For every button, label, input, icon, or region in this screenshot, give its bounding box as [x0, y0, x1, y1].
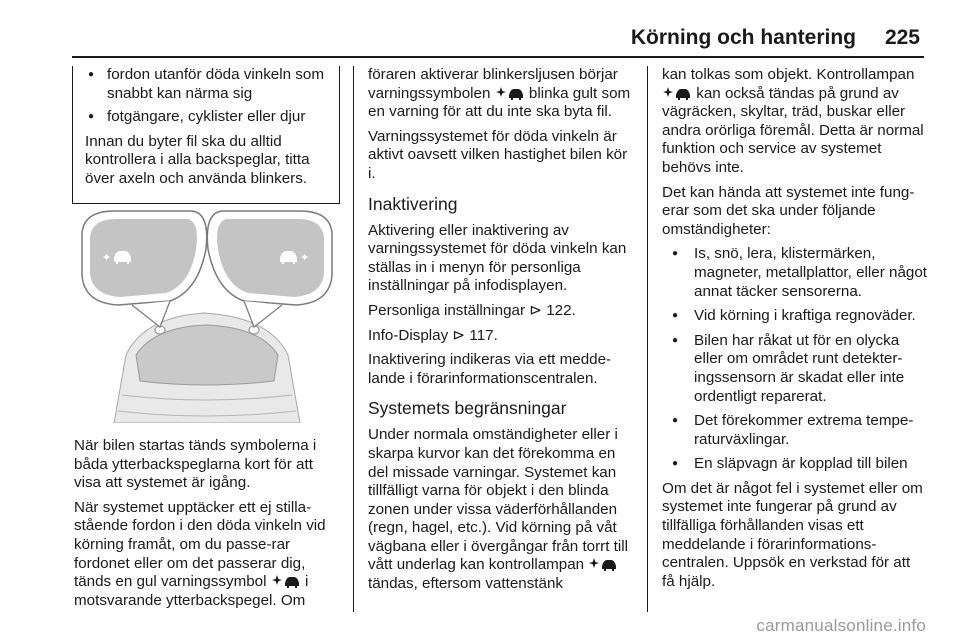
info-box [72, 66, 340, 204]
paragraph: Om det är något fel i systemet eller om systemet inte fungerar på grund av tillfälliga förhållanden visas ett meddelande i förarinformations-centralen. Uppsök en verkstad för att få hjälp. [662, 479, 923, 590]
box-note: Innan du byter fil ska du alltid kontrollera i alla backspeglar, titta över axeln och använda blinkers. [85, 132, 310, 187]
list-item: ● fordon utanför döda vinkeln som snabbt kan närma sig [85, 66, 329, 103]
blind-spot-warning-icon [271, 574, 301, 588]
column-2 [368, 66, 634, 600]
page-reference-icon: ⊳ [452, 326, 466, 344]
watermark: carmanualsonline.info [756, 616, 926, 635]
column-3 [662, 66, 927, 597]
list-item: ● Is, snö, lera, klistermärken, magneter, metallplattor, eller något annat täcker sensorerna. [662, 245, 927, 301]
list-item: ● En släpvagn är kopplad till bilen [662, 455, 927, 474]
page-reference-icon: ⊳ [529, 301, 542, 319]
paragraph: När systemet upptäcker ett ej stilla-stående fordon i den döda vinkeln vid körning framåt, om du passe-rar fordonet eller om det passerar dig, tänds en gul varningssymbol i motsvarande ytterbackspegel. Om [74, 498, 326, 609]
paragraph: Info-Display ⊳ 117. [368, 326, 498, 344]
column-1 [74, 66, 339, 204]
list-item: ● fotgängare, cyklister eller djur [85, 108, 329, 127]
page-reference-link[interactable]: 122. [546, 301, 576, 319]
blind-spot-warning-icon [495, 86, 525, 100]
paragraph: Inaktivering indikeras via ett medde-lande i förarinformationscentralen. [368, 351, 612, 387]
paragraph: kan tolkas som objekt. Kontrollampan kan också tändas på grund av vägräcken, skyltar, träd, buskar eller andra orörliga föremål. Detta är normal funktion och service av systemet behövs inte. [662, 66, 924, 176]
paragraph: När bilen startas tänds symbolerna i båda ytterbackspeglarna kort för att visa att systemet är igång. [74, 437, 317, 492]
section-heading: Inaktivering [368, 193, 458, 214]
blind-spot-warning-icon [662, 86, 692, 100]
list-item: ● Vid körning i kraftiga regnoväder. [662, 307, 927, 326]
svg-text:✦: ✦ [300, 251, 310, 264]
paragraph: Varningssystemet för döda vinkeln är aktivt oavsett vilken hastighet bilen kör i. [368, 127, 628, 182]
blind-spot-warning-icon [588, 557, 618, 571]
page-reference-link[interactable]: 117. [469, 326, 498, 344]
column-1-bottom [74, 437, 340, 616]
paragraph: Under normala omständigheter eller i skarpa kurvor kan det förekomma en del missade varningar. Systemet kan tillfälligt varna för objekt i den blinda zonen under vissa väderförhållanden (regn, hagel, etc.). Vid körning på våt vägbana eller i övergångar från torrt till vått underlag kan kontrollampan tändas, eftersom vattenstänk [368, 426, 629, 593]
page-number: 225 [884, 26, 920, 49]
page-header [0, 0, 960, 56]
column-divider [647, 66, 648, 612]
paragraph: Personliga inställningar ⊳ 122. [368, 301, 576, 319]
paragraph: Aktivering eller inaktivering av varningssystemet för döda vinkeln kan ställas in i menyn för personliga inställningar på infodisplayen. [368, 221, 627, 295]
section-heading: Systemets begränsningar [368, 398, 567, 419]
paragraph: föraren aktiverar blinkersljusen börjar varningssymbolen blinka gult som en varning för att du inte ska byta fil. [368, 66, 631, 121]
paragraph: Det kan hända att systemet inte fung-erar som det ska under följande omständigheter: [662, 183, 915, 238]
section-title: Körning och hantering [630, 26, 856, 49]
svg-text:✦: ✦ [102, 251, 112, 264]
header-rule [72, 56, 924, 58]
list-item: ● Bilen har råkat ut för en olycka eller om området runt detekter-ingssensorn är skadat eller inte ordentligt reparerat. [662, 332, 927, 406]
mirror-illustration [74, 205, 340, 423]
column-divider [353, 66, 354, 612]
list-item: ● Det förekommer extrema tempe-raturväxlingar. [662, 412, 927, 449]
